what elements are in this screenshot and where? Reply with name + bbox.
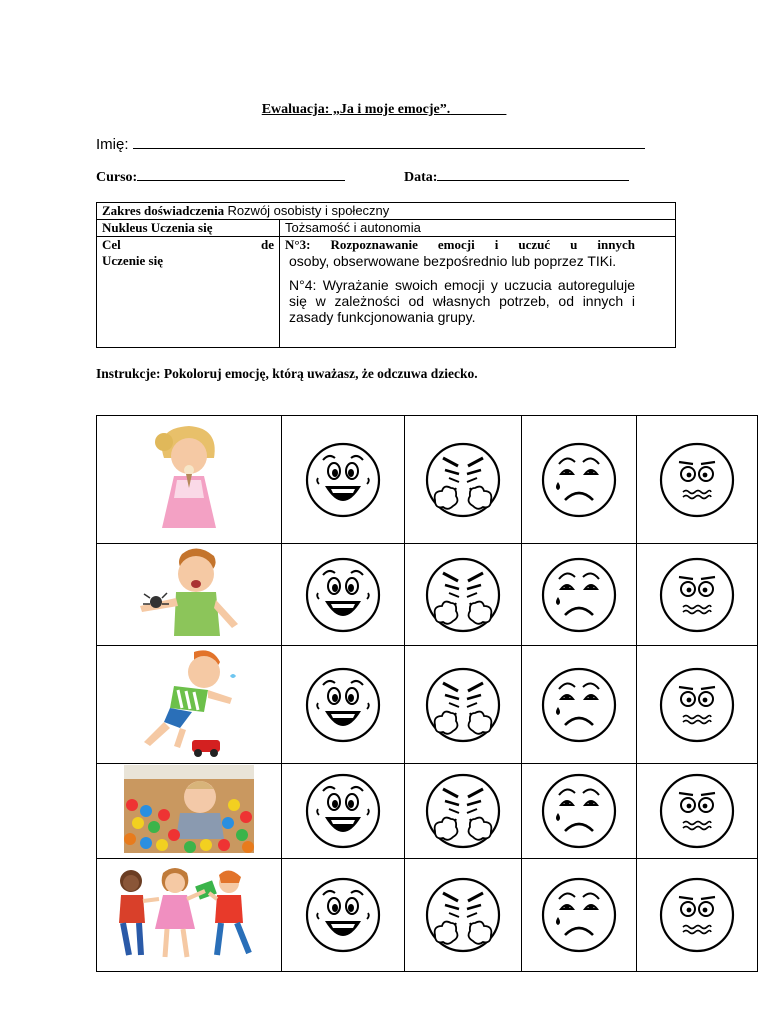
scared-face-cell[interactable] xyxy=(637,416,758,544)
scared-face-cell[interactable] xyxy=(637,544,758,646)
happy-face-icon[interactable] xyxy=(303,555,383,635)
boy-falling-over-toy-car-image xyxy=(134,646,244,758)
sad-face-icon[interactable] xyxy=(539,440,619,520)
boy-scared-by-spider-image xyxy=(134,544,244,640)
nucleus-value: Tożsamość i autonomia xyxy=(280,220,676,237)
angry-face-icon[interactable] xyxy=(423,771,503,851)
happy-face-icon[interactable] xyxy=(303,665,383,745)
happy-face-cell[interactable] xyxy=(282,646,405,764)
goal-label-b: de xyxy=(261,237,274,252)
course-label: Curso: xyxy=(96,170,138,185)
sad-face-icon[interactable] xyxy=(539,771,619,851)
scared-face-cell[interactable] xyxy=(637,646,758,764)
sad-face-cell[interactable] xyxy=(522,646,637,764)
angry-face-icon[interactable] xyxy=(423,875,503,955)
name-row xyxy=(96,136,645,153)
scared-face-icon[interactable] xyxy=(657,665,737,745)
scared-face-cell[interactable] xyxy=(637,859,758,972)
sad-face-icon[interactable] xyxy=(539,665,619,745)
sad-face-icon[interactable] xyxy=(539,875,619,955)
scared-face-icon[interactable] xyxy=(657,440,737,520)
scared-face-icon[interactable] xyxy=(657,875,737,955)
child-picture-cell xyxy=(97,544,282,646)
scope-label: Zakres doświadczenia xyxy=(102,203,225,218)
happy-face-cell[interactable] xyxy=(282,859,405,972)
happy-face-icon[interactable] xyxy=(303,440,383,520)
table-row xyxy=(97,764,758,859)
happy-face-cell[interactable] xyxy=(282,544,405,646)
child-picture-cell xyxy=(97,764,282,859)
angry-face-icon[interactable] xyxy=(423,440,503,520)
happy-face-cell[interactable] xyxy=(282,764,405,859)
children-fighting-over-book-image xyxy=(109,863,269,963)
sad-face-cell[interactable] xyxy=(522,416,637,544)
course-row xyxy=(96,170,345,186)
info-row-scope xyxy=(97,203,676,220)
sad-face-icon[interactable] xyxy=(539,555,619,635)
goal-label-c: Uczenie się xyxy=(102,253,164,268)
course-field[interactable] xyxy=(137,180,345,181)
goal3-heading: N°3: Rozpoznawanie emocji i uczuć u innych xyxy=(285,237,635,252)
worksheet-title xyxy=(0,102,768,118)
info-table xyxy=(96,202,676,348)
table-row xyxy=(97,859,758,972)
goal4-text: N°4: Wyrażanie swoich emocji y uczucia autoreguluje się w zależności od własnych potrzeb, od innych i zasady funkcjonowania grupy. xyxy=(289,277,635,325)
angry-face-cell[interactable] xyxy=(405,646,522,764)
sad-face-cell[interactable] xyxy=(522,544,637,646)
angry-face-cell[interactable] xyxy=(405,764,522,859)
angry-face-cell[interactable] xyxy=(405,544,522,646)
nucleus-label: Nukleus Uczenia się xyxy=(97,220,280,237)
name-label: Imię: xyxy=(96,136,129,153)
happy-face-icon[interactable] xyxy=(303,771,383,851)
name-field[interactable] xyxy=(133,148,645,149)
date-row xyxy=(404,170,629,186)
instructions: Instrukcje: Pokoloruj emocję, którą uważasz, że odczuwa dziecko. xyxy=(96,366,478,381)
date-field[interactable] xyxy=(437,180,629,181)
scared-face-icon[interactable] xyxy=(657,555,737,635)
goal-label-a: Cel xyxy=(102,237,121,252)
scared-face-cell[interactable] xyxy=(637,764,758,859)
child-picture-cell xyxy=(97,859,282,972)
table-row xyxy=(97,646,758,764)
sad-face-cell[interactable] xyxy=(522,764,637,859)
title-text: Ewaluacja: „Ja i moje emocje”. xyxy=(261,102,451,117)
title-blank: ________ xyxy=(450,102,507,117)
goal-value-cell xyxy=(280,237,676,348)
goal3-text: osoby, obserwowane bezpośrednio lub poprzez TIKi. xyxy=(289,253,617,269)
table-row xyxy=(97,544,758,646)
happy-face-icon[interactable] xyxy=(303,875,383,955)
angry-face-icon[interactable] xyxy=(423,665,503,745)
date-label: Data: xyxy=(404,170,438,185)
child-picture-cell xyxy=(97,416,282,544)
sad-face-cell[interactable] xyxy=(522,859,637,972)
scared-face-icon[interactable] xyxy=(657,771,737,851)
happy-face-cell[interactable] xyxy=(282,416,405,544)
child-in-ball-pit-image xyxy=(124,765,254,853)
child-picture-cell xyxy=(97,646,282,764)
angry-face-cell[interactable] xyxy=(405,859,522,972)
emotions-grid xyxy=(96,415,758,972)
scope-value: Rozwój osobisty i społeczny xyxy=(227,203,390,218)
angry-face-icon[interactable] xyxy=(423,555,503,635)
goal-label-cell xyxy=(97,237,280,348)
angry-face-cell[interactable] xyxy=(405,416,522,544)
table-row xyxy=(97,416,758,544)
girl-eating-ice-cream-image xyxy=(144,418,234,536)
